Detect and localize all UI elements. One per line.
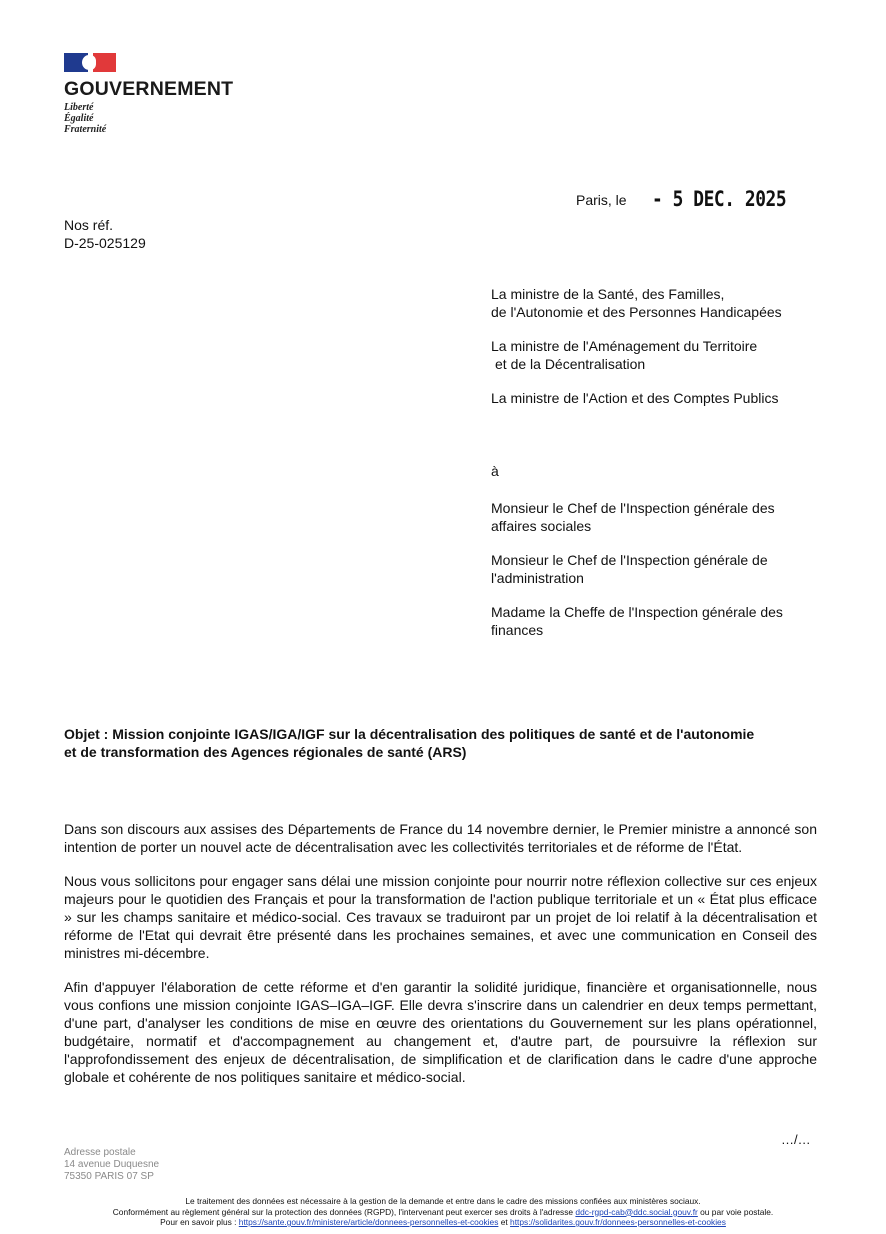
- references-value: D-25-025129: [64, 235, 146, 251]
- subject-line: Objet : Mission conjointe IGAS/IGA/IGF sur la décentralisation des politiques de santé et de l'autonomie et de transformation des Agences régionales de santé (ARS): [64, 726, 755, 760]
- sender: La ministre de l'Action et des Comptes Publics: [491, 390, 779, 406]
- senders-block: [491, 285, 831, 423]
- references: [64, 216, 146, 252]
- recipient: Monsieur le Chef de l'Inspection générale de l'administration: [491, 552, 768, 586]
- body-paragraph: Afin d'appuyer l'élaboration de cette réforme et d'en garantir la solidité juridique, financière et organisationnelle, nous vous confions une mission conjointe IGAS–IGA–IGF. Elle devra s'inscrire dans un calendrier en deux temps permettant, d'une part, d'analyser les conditions de mise en œuvre des orientations du Gouvernement sur les plans opérationnel, budgétaire, normatif et d'accompagnement au changement et, d'autre part, de poursuivre la réflexion sur l'approfondissement des enjeux de décentralisation, de simplification et de clarification dans le cadre d'une approche globale et cohérente de nos politiques sanitaire et médico-social.: [64, 979, 817, 1085]
- sender: La ministre de la Santé, des Familles, de l'Autonomie et des Personnes Handicapées: [491, 286, 782, 320]
- sante-privacy-link[interactable]: https://sante.gouv.fr/ministere/article/donnees-personnelles-et-cookies: [238, 1217, 499, 1227]
- body-paragraph: Dans son discours aux assises des Départements de France du 14 novembre dernier, le Premier ministre a annoncé son intention de porter un nouvel acte de décentralisation avec les collectivités territoriales et de réforme de l'État.: [64, 821, 817, 855]
- references-label: Nos réf.: [64, 217, 114, 233]
- date-stamp: - 5 DEC. 2025: [652, 187, 787, 211]
- letter-body: [64, 820, 817, 1102]
- marianne-icon: [82, 55, 96, 70]
- continuation-mark: …/…: [781, 1132, 811, 1147]
- recipients-block: [491, 499, 821, 655]
- sender: La ministre de l'Aménagement du Territoire et de la Décentralisation: [491, 338, 758, 372]
- french-flag-icon: [64, 53, 116, 72]
- legal-notice: Le traitement des données est nécessaire à la gestion de la demande et entre dans le cadre des missions confiées aux ministères sociaux. Conformément au règlement général sur la protection des données (RGPD), l'intervenant peut exercer ses droits à l'adresse ddc-rgpd-cab@ddc.social.gouv.fr ou par voie postale. Pour en savoir plus : https://sante.gouv.fr/ministere/article/donnees-personnelles-et-cookies et https://solidarites.gouv.fr/donnees-personnelles-et-cookies: [112, 1196, 774, 1227]
- rgpd-email-link[interactable]: ddc-rgpd-cab@ddc.social.gouv.fr: [575, 1206, 698, 1217]
- to-label: à: [491, 463, 499, 479]
- logo-title: GOUVERNEMENT: [64, 78, 234, 100]
- dateline-prefix: Paris, le: [576, 192, 627, 208]
- recipient: Monsieur le Chef de l'Inspection générale des affaires sociales: [491, 500, 775, 534]
- body-paragraph: Nous vous sollicitons pour engager sans délai une mission conjointe pour nourrir notre réflexion collective sur ces enjeux majeurs pour le quotidien des Français et pour la transformation de l'action publique territoriale et un « État plus efficace » sur les champs sanitaire et médico-social. Ces travaux se traduiront par un projet de loi relatif à la décentralisation et réforme de l'Etat qui devrait être présenté dans les prochaines semaines, et avec une communication en Conseil des ministres mi-décembre.: [64, 873, 817, 961]
- logo-motto: Liberté Égalité Fraternité: [64, 102, 107, 135]
- postal-address: Adresse postale 14 avenue Duquesne 75350 PARIS 07 SP: [64, 1147, 160, 1182]
- solidarites-privacy-link[interactable]: https://solidarites.gouv.fr/donnees-personnelles-et-cookies: [510, 1217, 726, 1227]
- government-logo: [64, 53, 233, 135]
- recipient: Madame la Cheffe de l'Inspection générale des finances: [491, 604, 783, 638]
